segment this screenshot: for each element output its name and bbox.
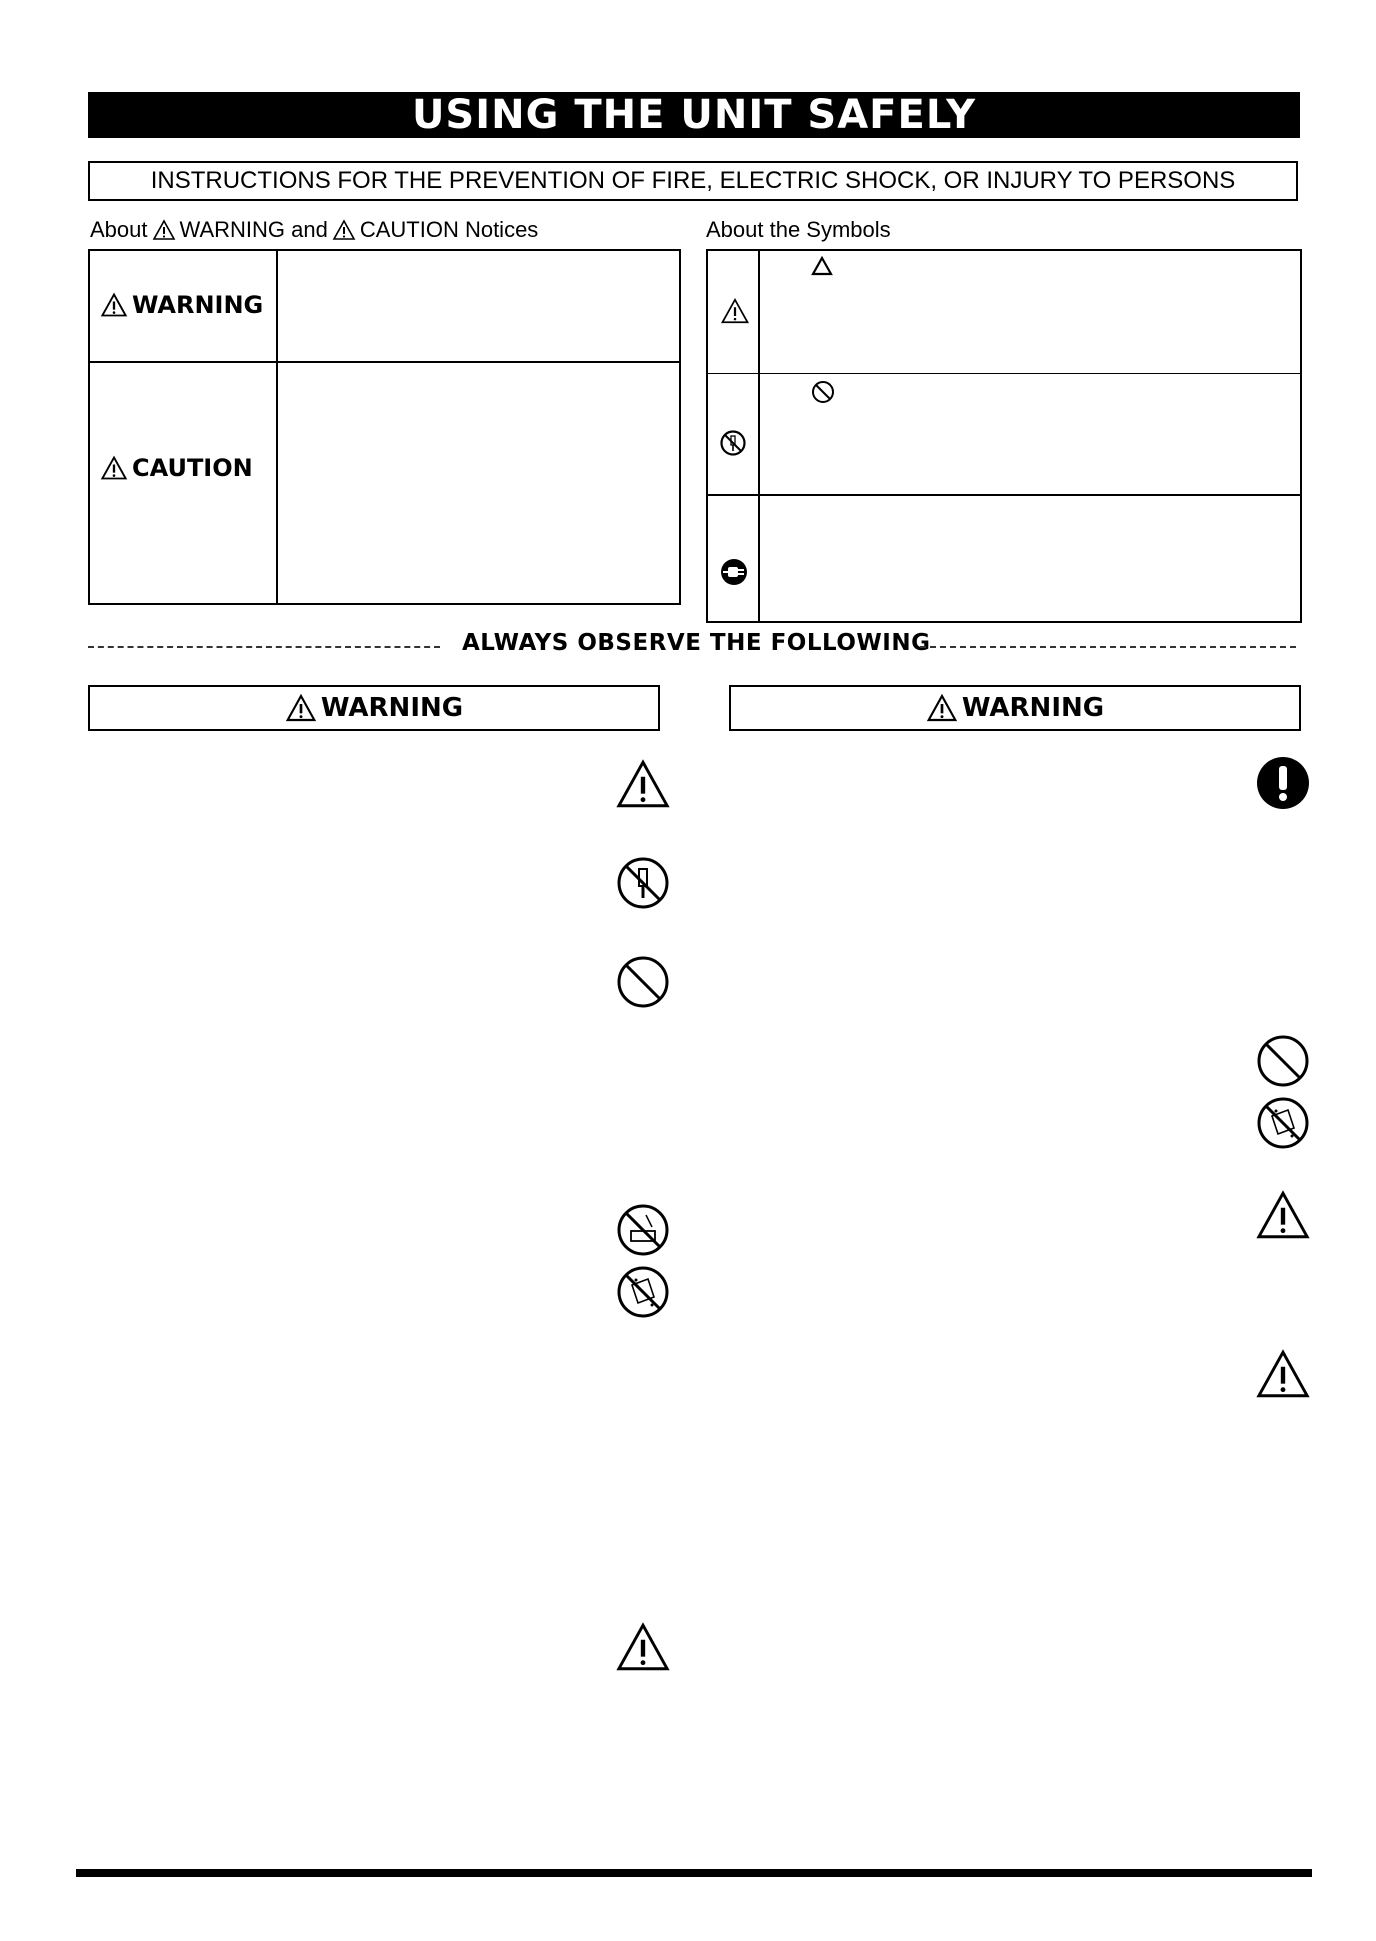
notices-header-warning: WARNING and xyxy=(179,217,328,242)
warning-triangle-icon xyxy=(1254,1347,1312,1401)
symbols-table xyxy=(706,249,1302,623)
no-modify-icon xyxy=(616,1203,670,1257)
footer-rule xyxy=(76,1869,1312,1877)
mandatory-icon xyxy=(1256,756,1310,810)
symbols-header: About the Symbols xyxy=(706,217,891,242)
prohibited-icon xyxy=(1256,1034,1310,1088)
page-title: USING THE UNIT SAFELY xyxy=(88,92,1300,138)
prohibited-circle-icon xyxy=(810,379,836,405)
warning-triangle-icon xyxy=(926,693,958,723)
warning-triangle-icon xyxy=(152,219,176,241)
right-warning-header xyxy=(729,685,1301,731)
right-warning-label: WARNING xyxy=(961,693,1105,723)
warning-triangle-icon xyxy=(100,455,128,481)
notices-header-caution: CAUTION Notices xyxy=(359,217,539,242)
warning-badge xyxy=(100,291,263,319)
caution-badge xyxy=(100,454,253,482)
notices-header xyxy=(90,217,538,243)
instructions-banner: INSTRUCTIONS FOR THE PREVENTION OF FIRE, ELECTRIC SHOCK, OR INJURY TO PERSONS xyxy=(88,161,1298,201)
notices-header-about: About xyxy=(90,217,148,242)
notices-table xyxy=(88,249,681,605)
divider-dashed-right xyxy=(920,646,1296,648)
left-warning-label: WARNING xyxy=(320,693,464,723)
caution-badge-label: CAUTION xyxy=(132,454,253,482)
no-water-icon xyxy=(1256,1096,1310,1150)
warning-triangle-icon xyxy=(614,1620,672,1674)
prohibited-icon xyxy=(616,955,670,1009)
warning-triangle-icon xyxy=(1254,1188,1312,1242)
observe-heading: ALWAYS OBSERVE THE FOLLOWING xyxy=(462,630,931,656)
no-disassemble-icon xyxy=(719,429,747,457)
warning-triangle-icon xyxy=(285,693,317,723)
divider-dashed-left xyxy=(88,646,440,648)
unplug-icon xyxy=(719,557,749,587)
triangle-outline-icon xyxy=(810,255,834,277)
warning-badge-label: WARNING xyxy=(132,291,264,319)
no-water-icon xyxy=(616,1265,670,1319)
warning-triangle-icon xyxy=(614,757,672,811)
no-disassemble-icon xyxy=(616,856,670,910)
left-warning-header xyxy=(88,685,660,731)
warning-triangle-icon xyxy=(100,292,128,318)
warning-triangle-icon xyxy=(720,297,750,325)
warning-triangle-icon xyxy=(332,219,356,241)
